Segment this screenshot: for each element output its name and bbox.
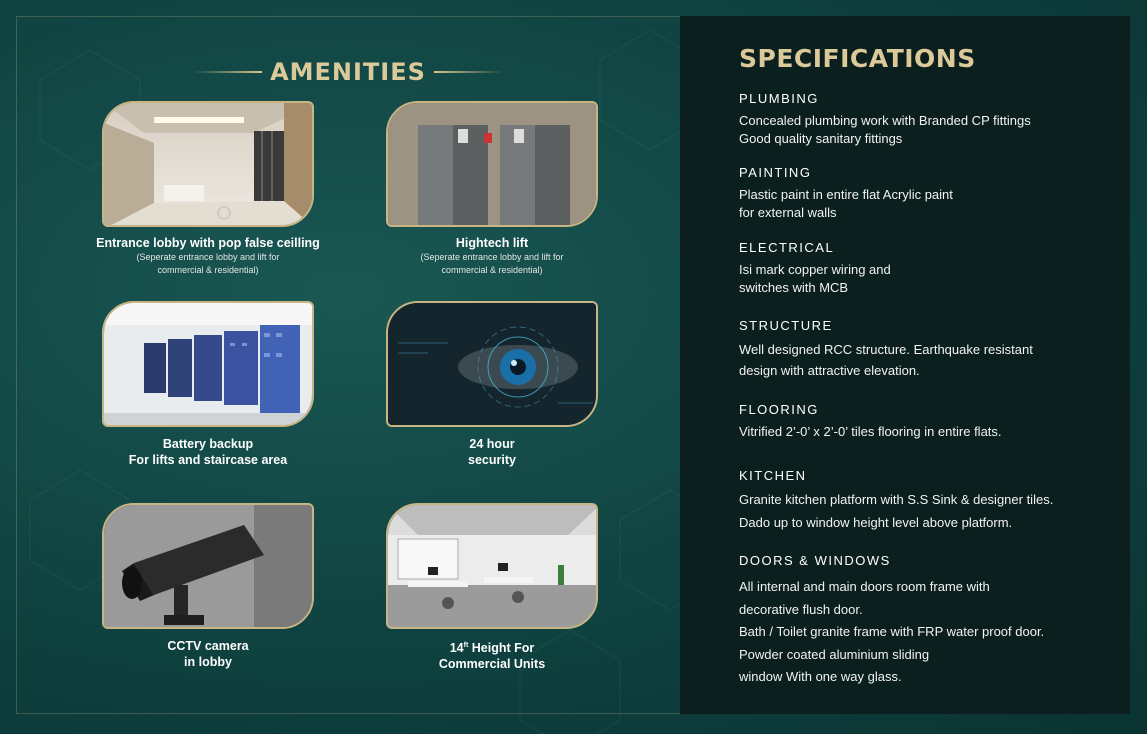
- spec-heading: KITCHEN: [739, 468, 807, 483]
- amenity-security-caption: [357, 436, 627, 468]
- divider: [192, 71, 262, 73]
- amenities-title: AMENITIES: [270, 58, 426, 86]
- spec-line: Bath / Toilet granite frame with FRP water proof door.: [739, 624, 1045, 639]
- amenity-lobby-caption: [73, 235, 343, 277]
- spec-plumbing: [739, 91, 1119, 148]
- spec-heading: PLUMBING: [739, 91, 819, 106]
- cctv-photo: [102, 503, 314, 629]
- spec-heading: DOORS & WINDOWS: [739, 553, 891, 568]
- amenity-lift-caption: [357, 235, 627, 277]
- height-label: Height For: [468, 641, 535, 656]
- spec-line: Dado up to window height level above platform.: [739, 514, 1013, 530]
- spec-line: window With one way glass.: [739, 669, 902, 684]
- spec-painting: [739, 165, 1119, 222]
- amenity-title-line2: For lifts and staircase area: [128, 453, 288, 467]
- amenity-title: Entrance lobby with pop false ceilling: [96, 236, 320, 250]
- amenity-title: 24 hour: [469, 437, 515, 451]
- amenity-subtitle: (Seperate entrance lobby and lift for: [420, 252, 564, 262]
- divider: [434, 71, 504, 73]
- specifications-title: SPECIFICATIONS: [739, 44, 976, 73]
- spec-doors-windows: [739, 553, 1119, 689]
- amenity-battery-caption: [73, 436, 343, 468]
- amenity-cctv-caption: [73, 638, 343, 670]
- spec-line: design with attractive elevation.: [739, 362, 920, 378]
- height-unit: ft: [463, 642, 469, 649]
- office-photo: [386, 503, 598, 629]
- amenities-heading: [16, 58, 680, 86]
- amenity-subtitle: commercial & residential): [157, 265, 259, 275]
- amenity-title: [357, 638, 627, 656]
- spec-line: Well designed RCC structure. Earthquake resistant: [739, 342, 1033, 357]
- spec-line: decorative flush door.: [739, 601, 863, 617]
- elevator-photo: [386, 101, 598, 227]
- amenity-title: CCTV camera: [167, 639, 249, 653]
- spec-line: Isi mark copper wiring and: [739, 262, 891, 277]
- amenity-title-line2: Commercial Units: [438, 657, 546, 672]
- spec-line: All internal and main doors room frame with: [739, 579, 990, 594]
- amenity-title-line2: in lobby: [184, 655, 232, 669]
- specifications-panel: [680, 16, 1130, 714]
- eye-scan-photo: [386, 301, 598, 427]
- battery-photo: [102, 301, 314, 427]
- amenity-subtitle: (Seperate entrance lobby and lift for: [136, 252, 280, 262]
- spec-line: switches with MCB: [739, 280, 849, 295]
- amenity-title: Hightech lift: [455, 236, 529, 250]
- lobby-photo: [102, 101, 314, 227]
- spec-heading: STRUCTURE: [739, 318, 833, 333]
- spec-line: for external walls: [739, 205, 837, 220]
- spec-heading: FLOORING: [739, 402, 819, 417]
- spec-line: Vitrified 2’-0’ x 2’-0’ tiles flooring in entire flats.: [739, 424, 1002, 439]
- spec-line: Good quality sanitary fittings: [739, 131, 903, 146]
- spec-electrical: [739, 240, 1119, 297]
- amenity-title-line2: security: [468, 453, 516, 467]
- amenity-subtitle: commercial & residential): [441, 265, 543, 275]
- amenities-panel: [16, 16, 680, 714]
- spec-flooring: [739, 402, 1119, 441]
- spec-line: Granite kitchen platform with S.S Sink & designer tiles.: [739, 492, 1054, 507]
- spec-structure: [739, 318, 1119, 382]
- spec-line: Powder coated aluminium sliding: [739, 646, 930, 662]
- amenity-height-caption: [357, 638, 627, 672]
- spec-kitchen: [739, 468, 1119, 534]
- spec-line: Concealed plumbing work with Branded CP fittings: [739, 113, 1031, 128]
- spec-heading: ELECTRICAL: [739, 240, 835, 255]
- spec-heading: PAINTING: [739, 165, 812, 180]
- amenity-title: Battery backup: [162, 437, 254, 451]
- height-value: 14: [449, 641, 464, 656]
- spec-line: Plastic paint in entire flat Acrylic paint: [739, 187, 953, 202]
